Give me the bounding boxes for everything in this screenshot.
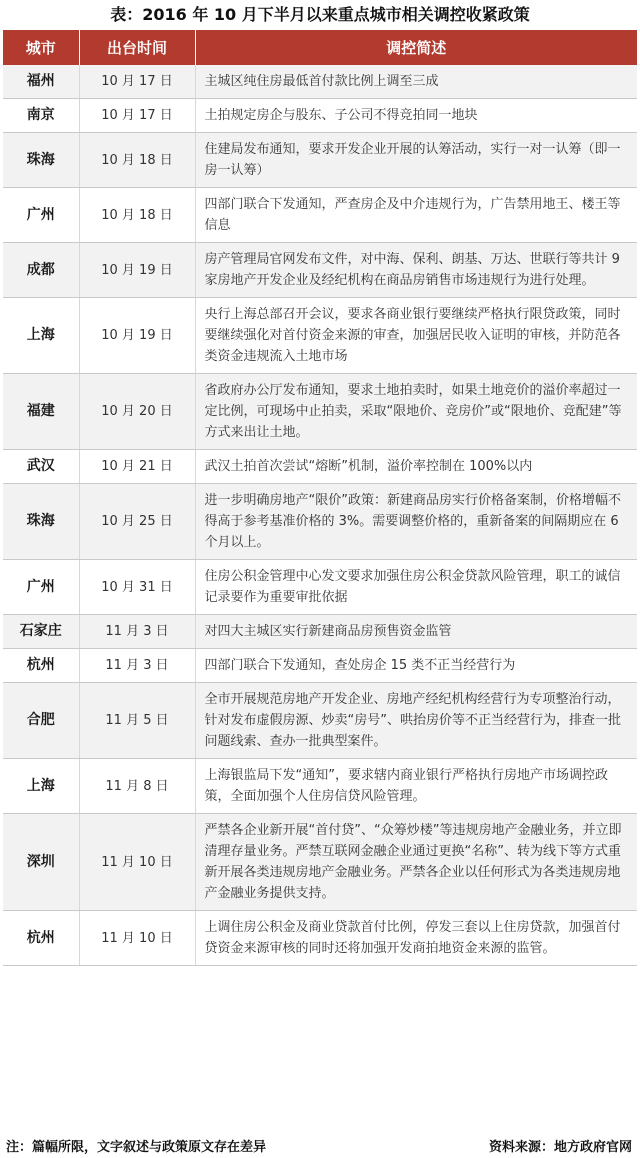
row-date: 10 月 17 日 — [79, 99, 195, 133]
table-row — [3, 759, 637, 814]
table-row — [3, 560, 637, 615]
row-city: 深圳 — [3, 814, 79, 911]
row-policy: 省政府办公厅发布通知，要求土地拍卖时，如果土地竞价的溢价率超过一定比例，可现场中止拍卖，采取“限地价、竞房价”或“限地价、竞配建”等方式来出让土地。 — [195, 374, 637, 450]
row-city: 合肥 — [3, 683, 79, 759]
table-row — [3, 374, 637, 450]
row-city: 珠海 — [3, 133, 79, 188]
row-city: 武汉 — [3, 450, 79, 484]
row-date: 11 月 3 日 — [79, 649, 195, 683]
row-date: 11 月 3 日 — [79, 615, 195, 649]
row-date: 10 月 17 日 — [79, 65, 195, 99]
table-row — [3, 649, 637, 683]
row-date: 10 月 20 日 — [79, 374, 195, 450]
row-date: 10 月 19 日 — [79, 243, 195, 298]
row-policy: 央行上海总部召开会议，要求各商业银行要继续严格执行限贷政策，同时要继续强化对首付资金来源的审查，加强居民收入证明的审核，并防范各类资金违规流入土地市场 — [195, 298, 637, 374]
footer-note: 注：篇幅所限，文字叙述与政策原文存在差异 — [6, 1140, 267, 1155]
table-row — [3, 683, 637, 759]
table-row — [3, 188, 637, 243]
row-date: 10 月 31 日 — [79, 560, 195, 615]
row-city: 珠海 — [3, 484, 79, 560]
row-date: 11 月 5 日 — [79, 683, 195, 759]
row-policy: 上调住房公积金及商业贷款首付比例，停发三套以上住房贷款，加强首付贷资金来源审核的同时还将加强开发商拍地资金来源的监管。 — [195, 911, 637, 966]
row-city: 上海 — [3, 759, 79, 814]
table-row — [3, 911, 637, 966]
table-row — [3, 298, 637, 374]
row-city: 广州 — [3, 188, 79, 243]
row-city: 上海 — [3, 298, 79, 374]
table-body — [3, 65, 637, 966]
row-policy: 土拍规定房企与股东、子公司不得竞拍同一地块 — [195, 99, 637, 133]
row-date: 10 月 21 日 — [79, 450, 195, 484]
table-row — [3, 814, 637, 911]
row-policy: 住建局发布通知，要求开发企业开展的认筹活动，实行一对一认筹（即一房一认筹） — [195, 133, 637, 188]
policy-table — [3, 30, 637, 966]
row-date: 11 月 10 日 — [79, 814, 195, 911]
table-row — [3, 615, 637, 649]
row-date: 10 月 25 日 — [79, 484, 195, 560]
row-policy: 进一步明确房地产“限价”政策：新建商品房实行价格备案制，价格增幅不得高于参考基准价格的 3%。需要调整价格的，重新备案的间隔期应在 6 个月以上。 — [195, 484, 637, 560]
row-policy: 上海银监局下发“通知”，要求辖内商业银行严格执行房地产市场调控政策，全面加强个人住房信贷风险管理。 — [195, 759, 637, 814]
row-city: 福建 — [3, 374, 79, 450]
row-policy: 武汉土拍首次尝试“熔断”机制，溢价率控制在 100%以内 — [195, 450, 637, 484]
row-city: 杭州 — [3, 911, 79, 966]
row-policy: 四部门联合下发通知，查处房企 15 类不正当经营行为 — [195, 649, 637, 683]
row-date: 10 月 19 日 — [79, 298, 195, 374]
table-header — [3, 30, 637, 65]
table-title: 表：2016 年 10 月下半月以来重点城市相关调控收紧政策 — [110, 5, 530, 24]
header-city: 城市 — [3, 30, 79, 65]
header-date: 出台时间 — [79, 30, 195, 65]
row-city: 广州 — [3, 560, 79, 615]
header-policy: 调控简述 — [195, 30, 637, 65]
row-policy: 严禁各企业新开展“首付贷”、“众筹炒楼”等违规房地产金融业务，并立即清理存量业务。严禁互联网金融企业通过更换“名称”、转为线下等方式重新开展各类违规房地产金融业务。严禁各企业以任何形式为各类违规房地产金融业务提供支持。 — [195, 814, 637, 911]
row-city: 福州 — [3, 65, 79, 99]
row-date: 10 月 18 日 — [79, 133, 195, 188]
row-city: 南京 — [3, 99, 79, 133]
footer-source: 资料来源：地方政府官网 — [488, 1140, 632, 1155]
footer — [6, 1136, 632, 1155]
row-policy: 对四大主城区实行新建商品房预售资金监管 — [195, 615, 637, 649]
row-city: 成都 — [3, 243, 79, 298]
row-policy: 四部门联合下发通知，严查房企及中介违规行为，广告禁用地王、楼王等信息 — [195, 188, 637, 243]
header-row — [3, 30, 637, 65]
row-policy: 房产管理局官网发布文件，对中海、保利、朗基、万达、世联行等共计 9 家房地产开发企业及经纪机构在商品房销售市场违规行为进行处理。 — [195, 243, 637, 298]
row-date: 11 月 10 日 — [79, 911, 195, 966]
row-date: 11 月 8 日 — [79, 759, 195, 814]
row-policy: 住房公积金管理中心发文要求加强住房公积金贷款风险管理，职工的诚信记录要作为重要审批依据 — [195, 560, 637, 615]
table-row — [3, 450, 637, 484]
table-row — [3, 484, 637, 560]
row-date: 10 月 18 日 — [79, 188, 195, 243]
table-row — [3, 243, 637, 298]
table-row — [3, 65, 637, 99]
table-row — [3, 99, 637, 133]
table-row — [3, 133, 637, 188]
row-policy: 全市开展规范房地产开发企业、房地产经纪机构经营行为专项整治行动，针对发布虚假房源、炒卖“房号”、哄抬房价等不正当经营行为，排查一批问题线索、查办一批典型案件。 — [195, 683, 637, 759]
row-city: 石家庄 — [3, 615, 79, 649]
row-policy: 主城区纯住房最低首付款比例上调至三成 — [195, 65, 637, 99]
row-city: 杭州 — [3, 649, 79, 683]
